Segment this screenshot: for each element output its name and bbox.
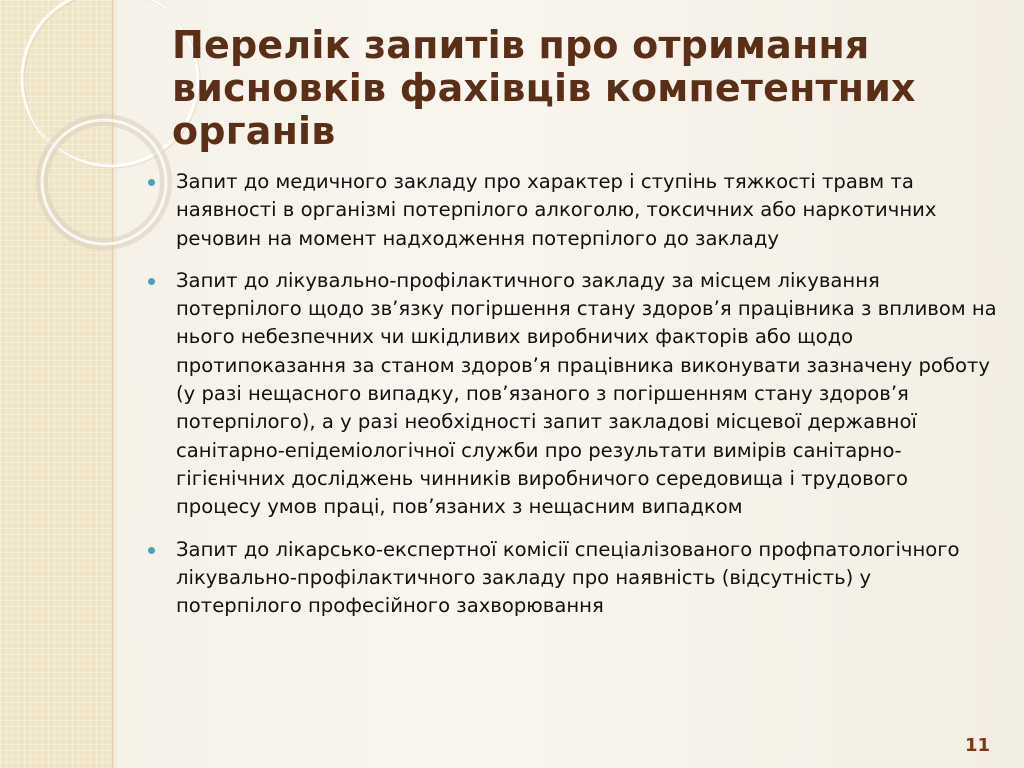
bullet-text: Запит до лікувально-профілактичного закладу за місцем лікування потерпілого щодо зв’язку погіршення стану здоров’я працівника з впливом на нього небезпечних чи шкідливих виробничих факторів або щодо протипоказання за станом здоров’я працівника виконувати зазначену роботу (у разі нещасного випадку, пов’язаного з погіршенням стану здоров’я потерпілого), а у разі необхідності запит закладові місцевої державної санітарно-епідеміологічної служби про результати вимірів санітарно-гігієнічних досліджень чинників виробничого середовища і трудового процесу умов праці, пов’язаних з нещасним випадком (176, 268, 997, 519)
bullet-text: Запит до медичного закладу про характер і ступінь тяжкості травм та наявності в організмі потерпілого алкоголю, токсичних або наркотичних речовин на момент надходження потерпілого до закладу (176, 170, 937, 250)
bullet-item (146, 168, 998, 253)
bullet-item (146, 267, 998, 522)
slide-title: Перелік запитів про отримання висновків фахівців компетентних органів (172, 23, 916, 153)
bullet-list (146, 168, 998, 634)
bullet-dot-icon (148, 278, 155, 285)
bullet-dot-icon (148, 547, 155, 554)
bullet-item (146, 536, 998, 621)
page-number: 11 (964, 735, 990, 756)
bullet-text: Запит до лікарсько-експертної комісії спеціалізованого профпатологічного лікувально-профілактичного закладу про наявність (відсутність) у потерпілого професійного захворювання (176, 537, 960, 618)
bullet-dot-icon (148, 179, 155, 186)
